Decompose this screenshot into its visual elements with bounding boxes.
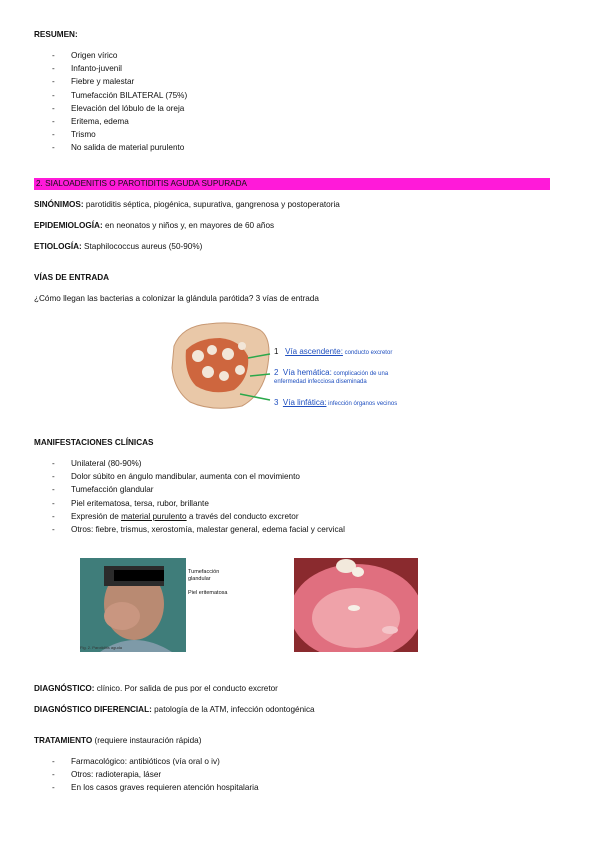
list-item: - Otros: radioterapia, láser: [52, 770, 162, 780]
tratamiento-list: [52, 757, 259, 797]
epidemiologia-line: EPIDEMIOLOGÍA: en neonatos y niños y, en mayores de 60 años: [34, 221, 275, 230]
photo-annotations: Tumefacción glandular Piel eritematosa: [188, 569, 228, 597]
list-item: - Dolor súbito en ángulo mandibular, aumenta con el movimiento: [52, 472, 300, 482]
list-item: - Expresión de material purulento a través del conducto excretor: [52, 511, 299, 521]
via-1-label: 1 Vía ascendente: conducto excretor: [274, 347, 393, 356]
via-2-label-cont: enfermedad infecciosa diseminada: [274, 379, 367, 385]
patient-face-illustration: [80, 558, 186, 652]
list-item: - Tumefacción BILATERAL (75%): [52, 90, 188, 100]
tratamiento-heading: TRATAMIENTO (requiere instauración rápida): [34, 736, 202, 745]
section-title: 2. SIALOADENITIS O PAROTIDITIS AGUDA SUPURADA: [36, 179, 247, 188]
list-item: - Fiebre y malestar: [52, 77, 135, 87]
diagnostico-line: DIAGNÓSTICO: clínico. Por salida de pus por el conducto excretor: [34, 684, 278, 693]
via-2-label: 2 Vía hemática: complicación de una: [274, 368, 389, 377]
list-item: - Piel eritematosa, tersa, rubor, brillante: [52, 498, 209, 508]
vias-heading: VÍAS DE ENTRADA: [34, 273, 110, 282]
section-title-highlight: [34, 178, 550, 190]
resumen-heading: RESUMEN:: [34, 30, 78, 39]
etiologia-line: ETIOLOGÍA: Staphilococcus aureus (50-90%): [34, 242, 203, 251]
vias-question: ¿Cómo llegan las bacterias a colonizar la glándula parótida? 3 vías de entrada: [34, 294, 319, 303]
parotid-diagram: [168, 316, 428, 414]
list-item: - Tumefacción glandular: [52, 485, 154, 495]
patient-photo: [80, 558, 186, 652]
manifestaciones-heading: MANIFESTACIONES CLÍNICAS: [34, 438, 154, 447]
parotid-illustration: [168, 316, 278, 414]
diferencial-line: DIAGNÓSTICO DIFERENCIAL: patología de la ATM, infección odontogénica: [34, 705, 315, 714]
list-item: - Eritema, edema: [52, 116, 129, 126]
list-item: - Unilateral (80-90%): [52, 459, 142, 468]
photo-caption: Fig. 2. Parotiditis aguda: [80, 645, 123, 650]
list-item: - Otros: fiebre, trismus, xerostomía, malestar general, edema facial y cervical: [52, 524, 345, 534]
resumen-list: [52, 51, 187, 157]
list-item: - Trismo: [52, 130, 96, 140]
oral-cavity-illustration: [294, 558, 418, 652]
manifestaciones-list: [52, 459, 345, 538]
list-item: - Infanto-juvenil: [52, 64, 122, 74]
via-3-label: 3 Vía linfática: infección órganos vecinos: [274, 398, 398, 407]
list-item: - Elevación del lóbulo de la oreja: [52, 103, 185, 113]
list-item: - Farmacológico: antibióticos (vía oral o iv): [52, 757, 220, 766]
list-item: - En los casos graves requieren atención hospitalaria: [52, 783, 259, 793]
list-item: - Origen vírico: [52, 51, 118, 60]
oral-photo: [294, 558, 418, 652]
list-item: - No salida de material purulento: [52, 143, 185, 153]
sinonimos-line: SINÓNIMOS: parotiditis séptica, piogénica, supurativa, gangrenosa y postoperatoria: [34, 200, 340, 209]
